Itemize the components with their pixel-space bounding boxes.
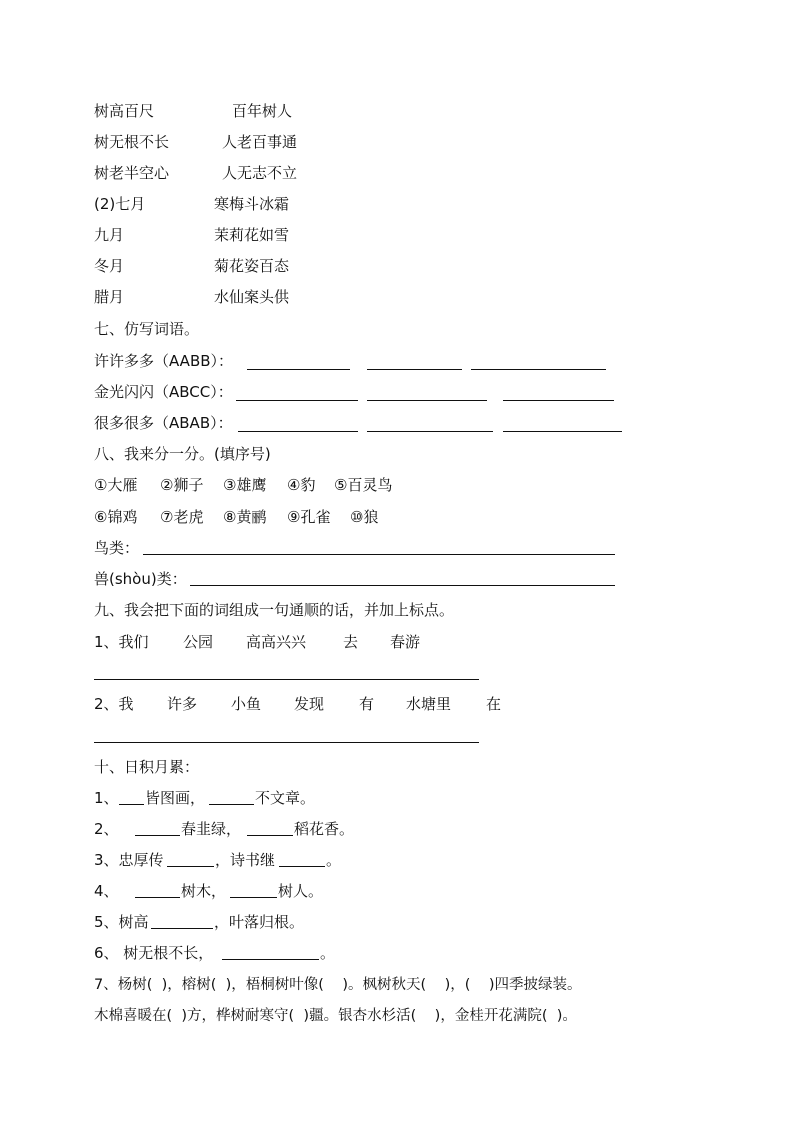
abcc-blank-2[interactable] <box>367 400 487 401</box>
match-right-4: 寒梅斗冰霜 <box>214 195 290 213</box>
q5-prefix: 5、树高 <box>94 913 149 931</box>
q5-blank[interactable] <box>151 928 213 929</box>
section-10-title: 十、日积月累： <box>94 758 200 776</box>
q1-end: 不文章。 <box>255 789 316 807</box>
abcc-blank-1[interactable] <box>236 400 358 401</box>
q4-prefix: 4、 <box>94 882 119 900</box>
match-left-5: 九月 <box>94 226 125 244</box>
q2-end: 稻花香。 <box>294 820 355 838</box>
aabb-blank-2[interactable] <box>367 369 462 370</box>
word-item: 1、我们 <box>94 633 149 651</box>
aabb-label: 许许多多（AABB）： <box>94 352 234 370</box>
q6-blank[interactable] <box>222 959 319 960</box>
word-item: 许多 <box>167 695 198 713</box>
q1-mid: 皆图画， <box>145 789 206 807</box>
q2-blank-1[interactable] <box>135 835 180 836</box>
word-item: 在 <box>486 695 502 713</box>
beasts-answer-line[interactable] <box>190 585 615 586</box>
section-8-title: 八、我来分一分。(填序号) <box>94 445 271 463</box>
q2-prefix: 2、 <box>94 820 119 838</box>
match-right-6: 菊花姿百态 <box>214 257 290 275</box>
word-item: 小鱼 <box>231 695 262 713</box>
animal-item: ⑩狼 <box>350 508 379 526</box>
beasts-label: 兽(shòu)类： <box>94 570 187 588</box>
aabb-blank-1[interactable] <box>247 369 350 370</box>
q1-prefix: 1、 <box>94 789 119 807</box>
q5-end: ，叶落归根。 <box>214 913 305 931</box>
match-right-3: 人无志不立 <box>222 164 298 182</box>
animal-item: ④豹 <box>287 476 316 494</box>
q4-blank-2[interactable] <box>230 897 277 898</box>
word-item: 有 <box>359 695 375 713</box>
q6-prefix: 6、 树无根不长， <box>94 944 214 962</box>
sentence-answer-line-2[interactable] <box>94 742 479 743</box>
abab-blank-1[interactable] <box>238 431 358 432</box>
word-item: 水塘里 <box>406 695 452 713</box>
q4-blank-1[interactable] <box>135 897 180 898</box>
q1-blank-2[interactable] <box>209 804 254 805</box>
word-item: 去 <box>343 633 359 651</box>
word-item: 公园 <box>183 633 214 651</box>
animal-item: ⑧黄鹂 <box>223 508 267 526</box>
q4-end: 树人。 <box>278 882 324 900</box>
abcc-blank-3[interactable] <box>503 400 614 401</box>
animal-item: ①大雁 <box>94 476 138 494</box>
aabb-blank-3[interactable] <box>471 369 606 370</box>
q7-line-1: 7、杨树( )，榕树( )，梧桐树叶像( )。枫树秋天( )，( )四季披绿装。 <box>94 977 582 993</box>
q3-prefix: 3、忠厚传 <box>94 851 164 869</box>
word-item: 春游 <box>390 633 421 651</box>
q6-end: 。 <box>320 944 336 962</box>
match-left-4: (2)七月 <box>94 195 146 213</box>
match-right-5: 茉莉花如雪 <box>214 226 290 244</box>
word-item: 发现 <box>294 695 325 713</box>
animal-item: ⑥锦鸡 <box>94 508 138 526</box>
match-right-7: 水仙案头供 <box>214 288 290 306</box>
match-right-2: 人老百事通 <box>222 133 298 151</box>
q4-mid: 树木， <box>181 882 227 900</box>
section-7-title: 七、仿写词语。 <box>94 320 200 338</box>
birds-answer-line[interactable] <box>143 554 615 555</box>
sentence-answer-line-1[interactable] <box>94 679 479 680</box>
q3-mid: ，诗书继 <box>215 851 276 869</box>
abab-blank-2[interactable] <box>367 431 493 432</box>
match-left-7: 腊月 <box>94 288 125 306</box>
birds-label: 鸟类： <box>94 539 140 557</box>
abab-blank-3[interactable] <box>503 431 622 432</box>
abcc-label: 金光闪闪（ABCC）： <box>94 383 233 401</box>
animal-item: ⑤百灵鸟 <box>334 476 393 494</box>
animal-item: ③雄鹰 <box>223 476 267 494</box>
word-item: 高高兴兴 <box>246 633 307 651</box>
abab-label: 很多很多（ABAB）： <box>94 414 233 432</box>
q3-blank-2[interactable] <box>279 866 325 867</box>
match-left-1: 树高百尺 <box>94 102 155 120</box>
q7-line-2: 木棉喜暖在( )方，桦树耐寒守( )疆。银杏水杉活( )，金桂开花满院( )。 <box>94 1008 577 1024</box>
animal-item: ②狮子 <box>160 476 204 494</box>
section-9-title: 九、我会把下面的词组成一句通顺的话，并加上标点。 <box>94 601 455 619</box>
word-item: 2、我 <box>94 695 134 713</box>
match-right-1: 百年树人 <box>232 102 293 120</box>
animal-item: ⑦老虎 <box>160 508 204 526</box>
match-left-6: 冬月 <box>94 257 125 275</box>
q3-blank-1[interactable] <box>167 866 214 867</box>
q3-end: 。 <box>326 851 342 869</box>
animal-item: ⑨孔雀 <box>287 508 331 526</box>
match-left-2: 树无根不长 <box>94 133 170 151</box>
match-left-3: 树老半空心 <box>94 164 170 182</box>
q2-mid: 春韭绿， <box>181 820 242 838</box>
q1-blank-1[interactable] <box>119 804 144 805</box>
q2-blank-2[interactable] <box>247 835 293 836</box>
